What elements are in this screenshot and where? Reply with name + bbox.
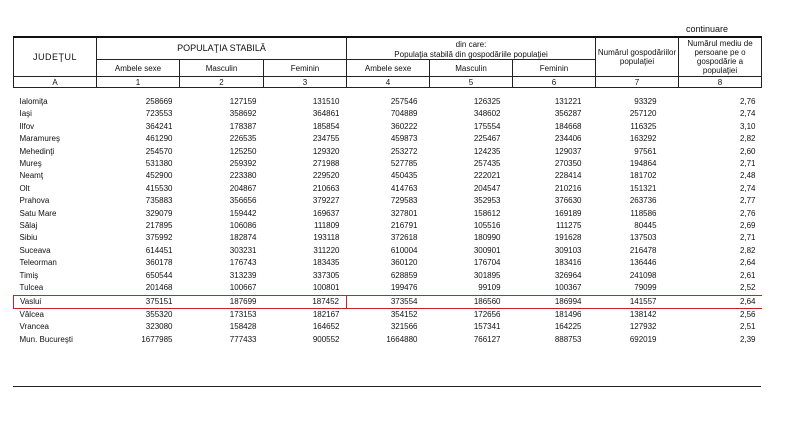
cell-col-6: 326964 (554, 270, 582, 280)
cell-col-3: 271988 (312, 159, 340, 169)
cell-col-2: 313239 (229, 270, 257, 280)
cell-col-8: 2,52 (739, 283, 756, 293)
cell-col-4: 450435 (390, 171, 418, 181)
cell-col-7: 79099 (634, 283, 657, 293)
county-name: Vrancea (19, 322, 49, 332)
cell-col-6: 164225 (554, 322, 582, 332)
cell-col-2: 356656 (229, 196, 257, 206)
cell-col-3: 185854 (312, 121, 340, 131)
cell-col-5: 175554 (473, 121, 501, 131)
cell-col-2: 127159 (229, 97, 257, 106)
cell-col-5: 352953 (473, 196, 501, 206)
female-header: Feminin (264, 60, 347, 77)
cell-col-2: 187699 (180, 295, 264, 308)
table-row (14, 121, 762, 133)
cell-col-1: 531380 (145, 159, 173, 169)
cell-col-1: 452900 (145, 171, 173, 181)
cell-col-7: 116325 (630, 121, 657, 131)
column-code: 1 (97, 77, 180, 88)
table-row (14, 158, 762, 170)
cell-col-8: 2,56 (739, 309, 756, 319)
cell-col-1: 364241 (145, 121, 173, 131)
cell-col-2: 204867 (229, 183, 257, 193)
cell-col-7: 93329 (634, 97, 657, 106)
cell-col-5: 126325 (473, 97, 501, 106)
cell-col-7: 181702 (629, 171, 657, 181)
cell-col-4: 527785 (390, 159, 418, 169)
table-row (14, 245, 762, 257)
cell-col-4: 321566 (390, 322, 418, 332)
cell-col-5: 348602 (473, 109, 501, 119)
cell-col-2: 226535 (229, 134, 257, 144)
cell-col-7: 257120 (629, 109, 657, 119)
cell-col-7: 692019 (629, 334, 657, 344)
cell-col-5: 99109 (478, 283, 501, 293)
cell-col-6: 309103 (554, 245, 582, 255)
cell-col-5: 222021 (473, 171, 501, 181)
cell-col-7: 97561 (634, 146, 657, 156)
cell-col-8: 2,48 (739, 171, 756, 181)
cell-col-7: 127932 (629, 322, 657, 332)
county-name: Neamţ (19, 171, 44, 181)
county-name: Mehedinţi (19, 146, 55, 156)
table-row (14, 308, 762, 321)
cell-col-8: 2,74 (739, 109, 756, 119)
cell-col-5: 176704 (473, 258, 501, 268)
table-row (14, 257, 762, 269)
county-name: Vaslui (14, 295, 97, 308)
cell-col-6: 191628 (554, 233, 582, 243)
cell-col-7: 241098 (629, 270, 657, 280)
cell-col-2: 176743 (229, 258, 257, 268)
cell-col-1: 258669 (145, 97, 173, 106)
cell-col-7: 194864 (629, 159, 657, 169)
table-row (14, 183, 762, 195)
cell-col-1: 415530 (145, 183, 173, 193)
table-row (14, 146, 762, 158)
cell-col-8: 2,82 (739, 134, 756, 144)
cell-col-3: 229520 (312, 171, 340, 181)
cell-col-1: 217895 (145, 221, 173, 231)
cell-col-8: 2,64 (679, 295, 762, 308)
cell-col-5: 204547 (473, 183, 501, 193)
cell-col-7: 118586 (630, 208, 657, 218)
cell-col-3: 164652 (312, 322, 340, 332)
county-name: Tulcea (19, 283, 44, 293)
cell-col-1: 375151 (97, 295, 180, 308)
cell-col-1: 323080 (145, 322, 173, 332)
column-code: 6 (513, 77, 596, 88)
cell-col-4: 373554 (347, 295, 430, 308)
cell-col-2: 106086 (229, 221, 257, 231)
cell-col-4: 628859 (390, 270, 418, 280)
cell-col-4: 216791 (390, 221, 418, 231)
cell-col-1: 650544 (145, 270, 173, 280)
cell-col-7: 151321 (629, 183, 657, 193)
cell-col-5: 766127 (473, 334, 501, 344)
cell-col-1: 375992 (145, 233, 173, 243)
cell-col-3: 169637 (312, 208, 340, 218)
column-code: 3 (264, 77, 347, 88)
cell-col-6: 210216 (554, 183, 582, 193)
cell-col-3: 111809 (314, 221, 340, 231)
households-female-header: Feminin (513, 60, 596, 77)
column-code: 7 (596, 77, 679, 88)
cell-col-3: 364861 (312, 109, 340, 119)
table-row (14, 170, 762, 182)
cell-col-6: 186994 (513, 295, 596, 308)
cell-col-8: 2,69 (739, 221, 756, 231)
county-name: Olt (19, 183, 30, 193)
cell-col-4: 327801 (390, 208, 418, 218)
cell-col-8: 2,76 (739, 208, 756, 218)
table-row (14, 96, 762, 108)
cell-col-4: 199476 (390, 283, 418, 293)
table-body (14, 88, 762, 347)
cell-col-2: 358692 (229, 109, 257, 119)
population-table (13, 36, 762, 346)
cell-col-7: 263736 (629, 196, 657, 206)
cell-col-2: 259392 (229, 159, 257, 169)
cell-col-7: 163292 (629, 134, 657, 144)
cell-col-8: 2,71 (739, 233, 756, 243)
cell-col-3: 311220 (313, 245, 340, 255)
cell-col-8: 2,39 (739, 334, 756, 344)
cell-col-7: 141557 (596, 295, 679, 308)
cell-col-7: 136446 (629, 258, 657, 268)
cell-col-1: 461290 (145, 134, 173, 144)
cell-col-3: 210663 (312, 183, 340, 193)
cell-col-1: 735883 (145, 196, 173, 206)
cell-col-6: 111275 (556, 221, 582, 231)
cell-col-8: 2,61 (739, 270, 756, 280)
cell-col-8: 2,71 (739, 159, 756, 169)
cell-col-8: 2,76 (739, 97, 756, 106)
column-code: 5 (430, 77, 513, 88)
county-name: Timiş (19, 270, 39, 280)
avg-persons-header: Numărul mediu de persoane pe o gospodărie a populaţiei (679, 37, 762, 77)
cell-col-1: 1677985 (141, 334, 173, 344)
county-name: Maramureş (19, 134, 60, 144)
cell-col-6: 228414 (554, 171, 582, 181)
table-row (14, 133, 762, 145)
cell-col-5: 158612 (473, 208, 501, 218)
cell-col-6: 184668 (554, 121, 582, 131)
county-name: Satu Mare (19, 208, 57, 218)
male-header: Masculin (180, 60, 264, 77)
cell-col-5: 105516 (473, 221, 501, 231)
table-row (14, 108, 762, 120)
column-codes-row (14, 77, 762, 88)
cell-col-1: 355320 (145, 309, 173, 319)
table-row (14, 195, 762, 207)
cell-col-3: 100801 (312, 283, 340, 293)
cell-col-5: 124235 (473, 146, 501, 156)
county-name: Ilfov (19, 121, 35, 131)
cell-col-2: 125250 (229, 146, 257, 156)
table-row (14, 270, 762, 282)
cell-col-8: 2,77 (739, 196, 756, 206)
county-name: Teleorman (19, 258, 57, 268)
cell-col-4: 372618 (390, 233, 418, 243)
table-row (14, 232, 762, 244)
cell-col-3: 900552 (312, 334, 340, 344)
cell-col-2: 182874 (229, 233, 257, 243)
cell-col-5: 301895 (473, 270, 501, 280)
cell-col-6: 234406 (554, 134, 582, 144)
cell-col-2: 159442 (229, 208, 257, 218)
column-code: 2 (180, 77, 264, 88)
cell-col-5: 225467 (473, 134, 501, 144)
cell-col-1: 723553 (145, 109, 173, 119)
both-sexes-header: Ambele sexe (97, 60, 180, 77)
cell-col-3: 234755 (312, 134, 340, 144)
column-code: 4 (347, 77, 430, 88)
cell-col-8: 2,51 (739, 322, 756, 332)
cell-col-4: 253272 (390, 146, 418, 156)
cell-col-5: 172656 (473, 309, 501, 319)
county-name: Mun. Bucureşti (19, 334, 73, 344)
county-name: Vâlcea (19, 309, 44, 319)
cell-col-1: 254570 (145, 146, 173, 156)
cell-col-6: 888753 (554, 334, 582, 344)
households-male-header: Masculin (430, 60, 513, 77)
cell-col-2: 777433 (229, 334, 257, 344)
cell-col-7: 137503 (629, 233, 657, 243)
households-count-header: Numărul gospodăriilor populaţiei (596, 37, 679, 77)
cell-col-2: 223380 (229, 171, 257, 181)
cell-col-6: 183416 (554, 258, 582, 268)
cell-col-4: 360222 (390, 121, 418, 131)
cell-col-4: 360120 (390, 258, 418, 268)
cell-col-2: 158428 (229, 322, 257, 332)
cell-col-4: 257546 (390, 97, 418, 106)
cell-col-7: 138142 (629, 309, 657, 319)
cell-col-8: 2,60 (739, 146, 756, 156)
county-name: Suceava (19, 245, 51, 255)
cell-col-7: 80445 (634, 221, 657, 231)
county-name: Ialomiţa (19, 97, 48, 106)
county-name: Sălaj (19, 221, 38, 231)
county-name: Iaşi (19, 109, 32, 119)
cell-col-8: 3,10 (739, 121, 756, 131)
table-row (14, 282, 762, 295)
table-row (14, 321, 762, 333)
cell-col-4: 729583 (390, 196, 418, 206)
cell-col-1: 329079 (145, 208, 173, 218)
cell-col-8: 2,82 (739, 245, 756, 255)
cell-col-3: 379227 (312, 196, 340, 206)
cell-col-4: 459873 (390, 134, 418, 144)
county-name: Sibiu (19, 233, 38, 243)
cell-col-7: 216478 (629, 245, 657, 255)
cell-col-1: 201468 (145, 283, 173, 293)
cell-col-6: 181496 (554, 309, 582, 319)
continuation-note: continuare (686, 24, 729, 34)
cell-col-3: 337305 (312, 270, 340, 280)
cell-col-1: 614451 (145, 245, 173, 255)
cell-col-6: 376630 (554, 196, 582, 206)
cell-col-6: 356287 (554, 109, 582, 119)
cell-col-5: 257435 (473, 159, 501, 169)
cell-col-5: 300901 (473, 245, 501, 255)
cell-col-1: 360178 (145, 258, 173, 268)
cell-col-2: 178387 (229, 121, 257, 131)
county-name: Prahova (19, 196, 50, 206)
cell-col-6: 100367 (554, 283, 582, 293)
cell-col-4: 610004 (390, 245, 418, 255)
cell-col-4: 704889 (390, 109, 418, 119)
cell-col-5: 180990 (473, 233, 501, 243)
households-population-header: Populaţia stabilă din gospodăriile populaţiei (347, 50, 596, 60)
of-which-header: din care: (347, 37, 596, 50)
cell-col-6: 169189 (554, 208, 582, 218)
cell-col-3: 183435 (312, 258, 340, 268)
cell-col-4: 1664880 (386, 334, 418, 344)
cell-col-4: 414763 (390, 183, 418, 193)
cell-col-2: 303231 (229, 245, 257, 255)
cell-col-3: 182167 (312, 309, 340, 319)
cell-col-3: 131510 (312, 97, 340, 106)
cell-col-2: 100667 (229, 283, 257, 293)
cell-col-6: 129037 (554, 146, 582, 156)
cell-col-3: 193118 (313, 233, 340, 243)
cell-col-2: 173153 (229, 309, 257, 319)
county-column-header: JUDEŢUL (14, 37, 97, 77)
households-both-sexes-header: Ambele sexe (347, 60, 430, 77)
cell-col-3: 129320 (312, 146, 340, 156)
cell-col-5: 186560 (430, 295, 513, 308)
table-row (14, 208, 762, 220)
cell-col-6: 131221 (554, 97, 582, 106)
table-row (14, 220, 762, 232)
column-code: A (14, 77, 97, 88)
cell-col-8: 2,74 (739, 183, 756, 193)
table-row (14, 334, 762, 346)
bottom-rule (13, 386, 761, 387)
cell-col-4: 354152 (390, 309, 418, 319)
cell-col-8: 2,64 (739, 258, 756, 268)
column-code: 8 (679, 77, 762, 88)
county-name: Mureş (19, 159, 42, 169)
stable-population-header: POPULAŢIA STABILĂ (97, 37, 347, 60)
table-row (14, 295, 762, 308)
cell-col-5: 157341 (473, 322, 501, 332)
cell-col-3: 187452 (264, 295, 347, 308)
cell-col-6: 270350 (554, 159, 582, 169)
